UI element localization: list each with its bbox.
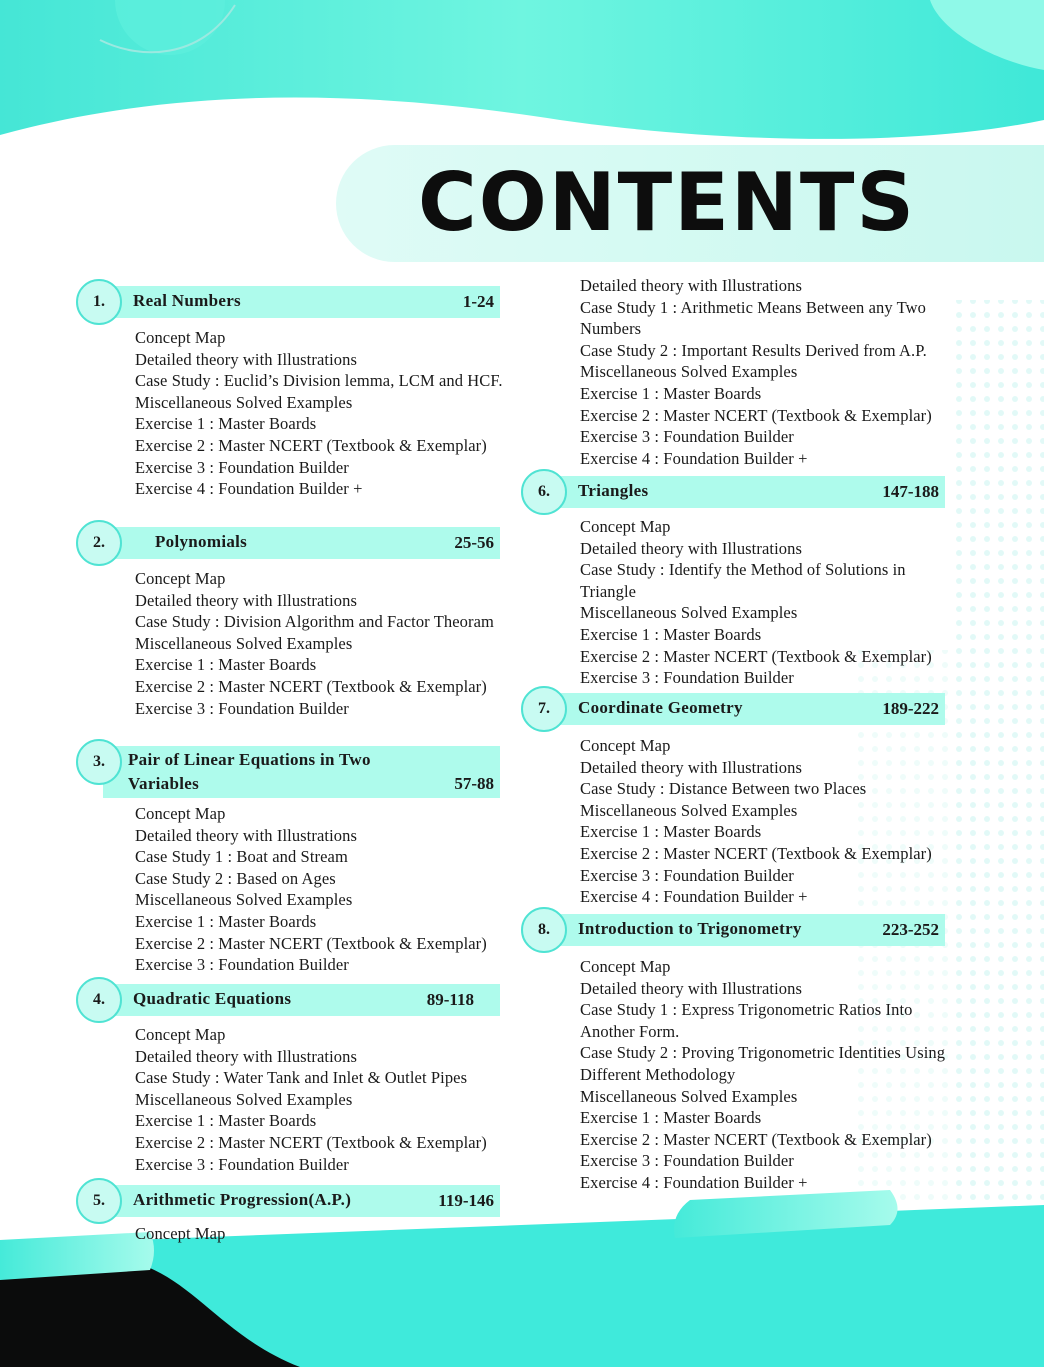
chapter-heading-bar[interactable] <box>548 476 945 508</box>
topic-item[interactable]: Exercise 1 : Master Boards <box>580 624 762 644</box>
chapter-heading-bar[interactable] <box>548 914 945 946</box>
topic-item[interactable]: Detailed theory with Illustrations <box>580 538 802 558</box>
chapter-title: Arithmetic Progression(A.P.) <box>133 1190 352 1209</box>
chapter-number-badge: 5. <box>76 1178 122 1224</box>
topic-item[interactable]: Case Study : Euclid’s Division lemma, LCM and HCF. <box>135 371 503 391</box>
chapter-page-range: 147-188 <box>882 482 939 501</box>
chapter-topic-list <box>135 1024 503 1175</box>
chapter-topic-list <box>580 735 950 908</box>
chapter-heading-bar[interactable] <box>103 527 500 559</box>
topic-item[interactable]: Miscellaneous Solved Examples <box>135 1089 353 1109</box>
topic-item[interactable]: Detailed theory with Illustrations <box>135 349 357 369</box>
chapter-topic-list <box>580 956 950 1194</box>
chapter-5-continued-items <box>580 275 950 469</box>
topic-item[interactable]: Exercise 1 : Master Boards <box>135 655 317 675</box>
topic-item[interactable]: Exercise 2 : Master NCERT (Textbook & Exemplar) <box>580 1129 932 1149</box>
topic-item[interactable]: Case Study 2 : Proving Trigonometric Identities Using Different Methodology <box>580 1043 946 1084</box>
topic-item[interactable]: Exercise 4 : Foundation Builder + <box>580 1172 808 1192</box>
chapter-heading-bar[interactable] <box>103 984 500 1016</box>
topic-item[interactable]: Miscellaneous Solved Examples <box>580 362 798 382</box>
topic-item[interactable]: Exercise 3 : Foundation Builder <box>580 865 794 885</box>
topic-item[interactable]: Exercise 2 : Master NCERT (Textbook & Exemplar) <box>135 435 487 455</box>
chapter-page-range: 1-24 <box>462 292 494 311</box>
chapter-page-range: 25-56 <box>454 533 494 552</box>
chapter-number-badge: 2. <box>76 520 122 566</box>
topic-item[interactable]: Miscellaneous Solved Examples <box>135 890 353 910</box>
topic-item[interactable]: Detailed theory with Illustrations <box>580 276 802 295</box>
topic-item[interactable]: Case Study : Division Algorithm and Factor Theoram <box>135 612 494 632</box>
chapter-title: Triangles <box>578 481 649 500</box>
topic-item[interactable]: Exercise 3 : Foundation Builder <box>135 457 349 477</box>
topic-item[interactable]: Case Study 1 : Arithmetic Means Between any Two Numbers <box>580 297 927 339</box>
topic-item[interactable]: Exercise 2 : Master NCERT (Textbook & Exemplar) <box>135 676 487 696</box>
chapter-title: Quadratic Equations <box>133 989 292 1008</box>
topic-item[interactable]: Exercise 3 : Foundation Builder <box>135 1154 349 1174</box>
topic-item[interactable]: Detailed theory with Illustrations <box>580 757 802 777</box>
chapter-page-range: 57-88 <box>454 774 494 793</box>
topic-item[interactable]: Exercise 3 : Foundation Builder <box>580 1151 794 1171</box>
topic-item[interactable]: Detailed theory with Illustrations <box>580 978 802 998</box>
topic-item[interactable]: Exercise 4 : Foundation Builder + <box>135 479 363 499</box>
topic-item[interactable]: Concept Map <box>580 517 671 536</box>
topic-item[interactable]: Concept Map <box>135 804 226 823</box>
topic-item[interactable]: Concept Map <box>580 957 671 976</box>
chapter-heading-bar[interactable] <box>548 693 945 725</box>
topic-item[interactable]: Case Study : Identify the Method of Solutions in Triangle <box>580 560 906 601</box>
topic-item[interactable]: Exercise 3 : Foundation Builder <box>580 427 794 447</box>
page-title: CONTENTS <box>418 156 917 249</box>
topic-item[interactable]: Exercise 1 : Master Boards <box>580 383 762 403</box>
topic-item[interactable]: Concept Map <box>135 569 226 588</box>
chapter-title: Pair of Linear Equations in Two Variables <box>128 750 371 793</box>
topic-item[interactable]: Detailed theory with Illustrations <box>135 825 357 845</box>
chapter-title: Introduction to Trigonometry <box>578 919 802 938</box>
topic-item[interactable]: Exercise 1 : Master Boards <box>135 1111 317 1131</box>
chapter-title: Polynomials <box>155 532 248 551</box>
topic-item[interactable]: Concept Map <box>580 736 671 755</box>
topic-item[interactable]: Exercise 2 : Master NCERT (Textbook & Exemplar) <box>135 1132 487 1152</box>
topic-item[interactable]: Exercise 3 : Foundation Builder <box>135 955 349 975</box>
topic-item[interactable]: Case Study 2 : Important Results Derived from A.P. <box>580 340 927 360</box>
topic-item[interactable]: Miscellaneous Solved Examples <box>580 1086 798 1106</box>
topic-item[interactable]: Concept Map <box>135 1025 226 1044</box>
chapter-heading-bar[interactable] <box>103 286 500 318</box>
topic-item[interactable]: Case Study 2 : Based on Ages <box>135 868 336 888</box>
topic-item[interactable]: Exercise 2 : Master NCERT (Textbook & Exemplar) <box>580 646 932 666</box>
topic-item[interactable]: Exercise 1 : Master Boards <box>135 911 317 931</box>
chapter-topic-list <box>135 568 503 719</box>
chapter-number-badge: 4. <box>76 977 122 1023</box>
chapter-number-badge: 8. <box>521 907 567 953</box>
topic-item[interactable]: Exercise 2 : Master NCERT (Textbook & Exemplar) <box>580 843 932 863</box>
topic-item[interactable]: Case Study 1 : Express Trigonometric Ratios Into Another Form. <box>580 1000 913 1041</box>
chapter-topic-list <box>135 327 503 500</box>
topic-item[interactable]: Miscellaneous Solved Examples <box>580 800 798 820</box>
topic-item[interactable]: Exercise 4 : Foundation Builder + <box>580 887 808 907</box>
topic-item[interactable]: Case Study : Distance Between two Places <box>580 779 867 799</box>
chapter-title: Coordinate Geometry <box>578 698 743 717</box>
topic-item[interactable]: Exercise 1 : Master Boards <box>580 1108 762 1128</box>
topic-item[interactable]: Case Study : Water Tank and Inlet & Outlet Pipes <box>135 1068 468 1088</box>
topic-item[interactable]: Exercise 1 : Master Boards <box>580 822 762 842</box>
chapter-page-range: 189-222 <box>882 699 939 718</box>
chapter-title: Real Numbers <box>133 291 241 310</box>
topic-item[interactable]: Detailed theory with Illustrations <box>135 590 357 610</box>
topic-item[interactable]: Exercise 4 : Foundation Builder + <box>580 448 808 468</box>
topic-item[interactable]: Exercise 2 : Master NCERT (Textbook & Exemplar) <box>135 933 487 953</box>
topic-item[interactable]: Case Study 1 : Boat and Stream <box>135 847 348 867</box>
topic-item[interactable]: Exercise 3 : Foundation Builder <box>135 698 349 718</box>
chapter-number-badge: 3. <box>76 739 122 785</box>
topic-item[interactable]: Miscellaneous Solved Examples <box>135 392 353 412</box>
chapter-topic-list <box>135 803 503 976</box>
chapter-heading-bar[interactable] <box>103 1185 500 1217</box>
chapter-topic-list <box>135 1223 503 1245</box>
chapter-page-range: 223-252 <box>882 920 939 939</box>
chapter-number-badge: 1. <box>76 279 122 325</box>
topic-item[interactable]: Concept Map <box>135 328 226 347</box>
topic-item[interactable]: Detailed theory with Illustrations <box>135 1046 357 1066</box>
chapter-topic-list <box>580 516 950 689</box>
topic-item[interactable]: Exercise 2 : Master NCERT (Textbook & Exemplar) <box>580 405 932 425</box>
chapter-page-range: 119-146 <box>438 1191 494 1210</box>
chapter-heading-bar[interactable] <box>103 746 500 798</box>
topic-item[interactable]: Miscellaneous Solved Examples <box>580 603 798 623</box>
topic-item[interactable]: Concept Map <box>135 1224 226 1243</box>
topic-item[interactable]: Exercise 3 : Foundation Builder <box>580 668 794 688</box>
chapter-page-range: 89-118 <box>426 990 474 1009</box>
chapter-number-badge: 7. <box>521 686 567 732</box>
chapter-number-badge: 6. <box>521 469 567 515</box>
topic-item[interactable]: Miscellaneous Solved Examples <box>135 633 353 653</box>
topic-item[interactable]: Exercise 1 : Master Boards <box>135 414 317 434</box>
